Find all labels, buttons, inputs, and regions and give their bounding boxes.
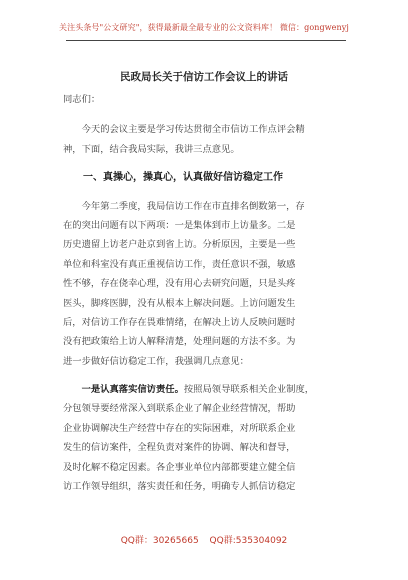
paragraph-line: 历史遗留上访老户赴京到省上访。分析原因，主要是一些: [63, 239, 296, 251]
document-title: 民政局长关于信访工作会议上的讲话: [120, 71, 288, 83]
paragraph-line: 没有把政策给上访人解释清楚，处理问题的方法不多。为: [63, 336, 296, 348]
paragraph-line: 进一步做好信访稳定工作，我强调几点意见：: [63, 355, 249, 367]
paragraph-line: 及时化解不稳定因素。各企事业单位内部都要建立健全信: [63, 461, 296, 473]
header-divider: [66, 40, 346, 41]
intro-line: 神，下面，结合我局实际，我讲三点意见。: [63, 143, 240, 155]
paragraph-line: 分包领导要经常深入到联系企业了解企业经营情况，帮助: [63, 403, 296, 415]
section-heading: 一、真操心，操真心，认真做好信访稳定工作: [83, 172, 283, 184]
intro-line: 今天的会议主要是学习传达贯彻全市信访工作点评会精: [81, 124, 305, 136]
document-body: [63, 90, 359, 496]
footer-qq-group-1: QQ群：30265665: [120, 536, 199, 546]
footer-contacts: [0, 533, 408, 546]
footer-qq-group-2: QQ群:535304092: [209, 536, 288, 546]
paragraph-line: 医头，脚疼医脚，没有从根本上解决问题。上访问题发生: [63, 297, 296, 309]
paragraph-line: 企业协调解决生产经营中存在的实际困难，对所联系企业: [63, 422, 296, 434]
paragraph-line: 访工作领导组织，落实责任和任务，明确专人抓信访稳定: [63, 481, 296, 493]
paragraph-line: 今年第二季度，我局信访工作在市直排名倒数第一，存: [81, 200, 305, 212]
paragraph-line: 发生的信访案件，全程负责对案件的协调、解决和督导，: [63, 442, 296, 454]
point-heading: 一是认真落实信访责任。: [81, 384, 184, 396]
paragraph-line: 后，对信访工作存在畏难情绪，在解决上访人反映问题时: [63, 316, 296, 328]
paragraph-line: 单位和科室没有真正重视信访工作，责任意识不强，敏感: [63, 258, 296, 270]
salutation: 同志们：: [63, 94, 101, 105]
paragraph-line: 性不够，存在侥幸心理，没有用心去研究问题，只是头疼: [63, 278, 296, 290]
paragraph-line: 在的突出问题有以下两项：一是集体到市上访量多。二是: [63, 219, 296, 231]
header-banner: 关注头条号"公文研究"，获得最新最全最专业的公文资料库！ 微信：gongwenyj: [59, 23, 349, 32]
point-line: [63, 380, 359, 399]
point-text: 按照局领导联系相关企业制度，: [183, 384, 315, 396]
